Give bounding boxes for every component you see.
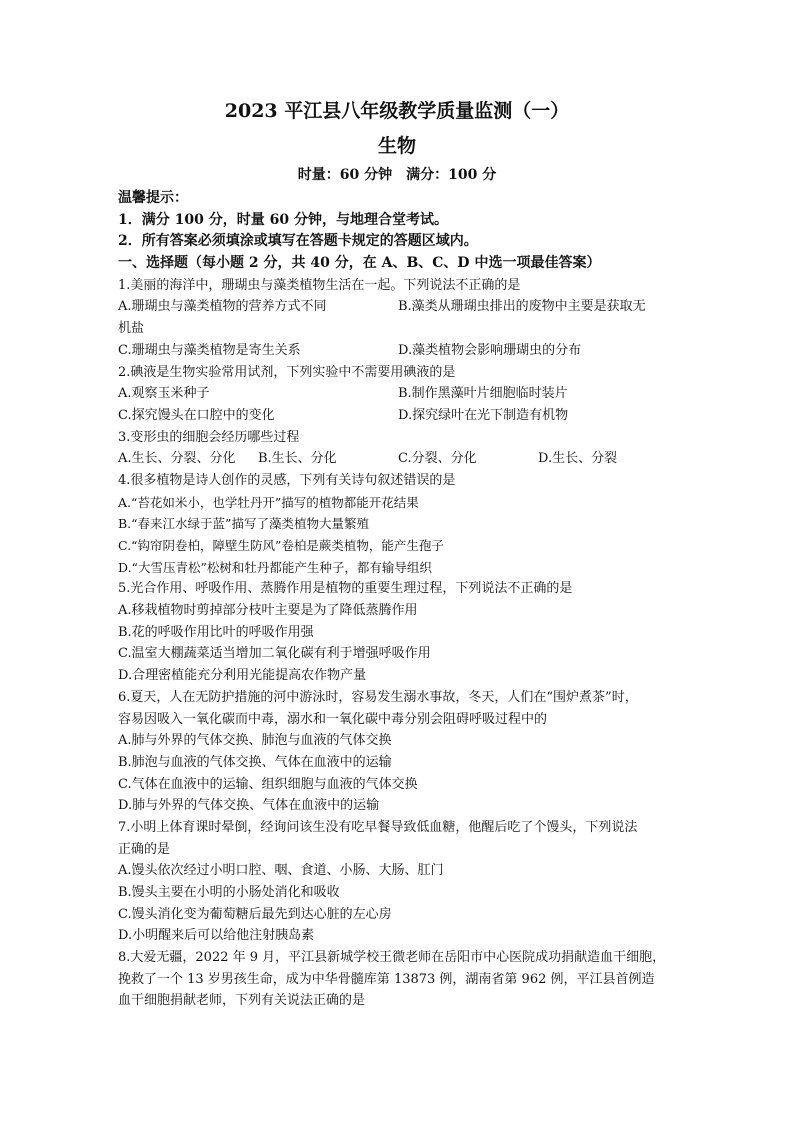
question-stem: 4.很多植物是诗人创作的灵感，下列有关诗句叙述错误的是 [118,472,456,488]
question-stem: 3.变形虫的细胞会经历哪些过程 [118,429,300,445]
option-a: A.馒头依次经过小明口腔、咽、食道、小肠、大肠、肛门 [118,863,444,879]
question-stem: 8.大爱无疆，2022 年 9 月，平江县新城学校王微老师在岳阳市中心医院成功捐献造血干细胞， [118,950,666,966]
tips-heading: 温馨提示： [118,190,188,206]
question-stem-continuation: 血干细胞捐献老师，下列有关说法正确的是 [118,993,366,1009]
option-c: C.气体在血液中的运输、组织细胞与血液的气体交换 [118,776,418,792]
option-b: B.“春来江水绿于蓝”描写了藻类植物大量繁殖 [118,516,369,532]
exam-body [118,188,678,1012]
exam-title: 2023 平江县八年级教学质量监测（一） [224,100,570,122]
option-c: C.分裂、分化 [398,451,477,467]
tip-item: 2．所有答案必须填涂或填写在答题卡规定的答题区域内。 [118,233,478,250]
option-d: D.小明醒来后可以给他注射胰岛素 [118,928,315,944]
question-stem-continuation: 挽救了一个 13 岁男孩生命，成为中华骨髓库第 13873 例，湖南省第 962 例，平江县首例造 [118,971,655,987]
option-c: C.“钩帘阴卷柏，障壁生防风”卷柏是蕨类植物，能产生孢子 [118,538,444,553]
question-stem: 7.小明上体育课时晕倒，经询问该生没有吃早餐导致低血糖，他醒后吃了个馒头，下列说法 [118,819,638,835]
question-stem-continuation: 容易因吸入一氧化碳而中毒，溺水和一氧化碳中毒分别会阻碍呼吸过程中的 [118,711,548,727]
option-row [118,448,678,470]
timing-info: 时量：60 分钟 满分：100 分 [297,167,497,183]
option-d: D.探究绿叶在光下制造有机物 [398,407,569,423]
option-b: B.藻类从珊瑚虫排出的废物中主要是获取无 [398,299,646,315]
question-stem: 1.美丽的海洋中，珊瑚虫与藻类植物生活在一起。下列说法不正确的是 [118,277,521,293]
option-c: C.珊瑚虫与藻类植物是寄生关系 [118,342,301,358]
option-row [118,340,678,362]
option-d: D.藻类植物会影响珊瑚虫的分布 [398,342,582,358]
option-c: C.馒头消化变为葡萄糖后最先到达心脏的左心房 [118,906,392,922]
option-a: A.肺与外界的气体交换、肺泡与血液的气体交换 [118,733,392,749]
option-row [118,405,678,427]
option-a: A.观察玉米种子 [118,386,210,402]
option-continuation: 机盐 [118,321,145,337]
option-d: D.“大雪压青松”松树和牡丹都能产生种子，都有输导组织 [118,559,432,575]
option-d: D.合理密植能充分利用光能提高农作物产量 [118,668,367,684]
question-stem: 6.夏天，人在无防护措施的河中游泳时，容易发生溺水事故，冬天，人们在“围炉煮茶”时， [118,689,638,705]
option-a: A.生长、分裂、分化 [118,451,236,467]
option-c: C.探究馒头在口腔中的变化 [118,407,275,423]
option-b: B.馒头主要在小明的小肠处消化和吸收 [118,885,340,900]
question-stem-continuation: 正确的是 [118,841,171,857]
option-a: A.珊瑚虫与藻类植物的营养方式不同 [118,299,327,315]
section-heading: 一、选择题（每小题 2 分，共 40 分，在 A、B、C、D 中选一项最佳答案） [118,255,601,272]
tip-item: 1．满分 100 分，时量 60 分钟，与地理合堂考试。 [118,211,448,228]
option-b: B.制作黑藻叶片细胞临时装片 [398,386,568,402]
option-row [118,296,678,318]
option-b: B.生长、分化 [258,451,337,467]
option-a: A.“苔花如米小，也学牡丹开”描写的植物都能开花结果 [118,494,419,510]
option-row [118,383,678,405]
option-b: B.花的呼吸作用比叶的呼吸作用强 [118,624,314,640]
question-stem: 5.光合作用、呼吸作用、蒸腾作用是植物的重要生理过程，下列说法不正确的是 [118,581,573,597]
option-d: D.肺与外界的气体交换、气体在血液中的运输 [118,798,380,814]
option-d: D.生长、分裂 [538,451,618,467]
subject-title: 生物 [377,135,416,157]
option-a: A.移栽植物时剪掉部分枝叶主要是为了降低蒸腾作用 [118,603,418,619]
question-stem: 2.碘液是生物实验常用试剂，下列实验中不需要用碘液的是 [118,364,456,380]
option-b: B.肺泡与血液的气体交换、气体在血液中的运输 [118,754,392,770]
option-c: C.温室大棚蔬菜适当增加二氧化碳有利于增强呼吸作用 [118,646,431,662]
